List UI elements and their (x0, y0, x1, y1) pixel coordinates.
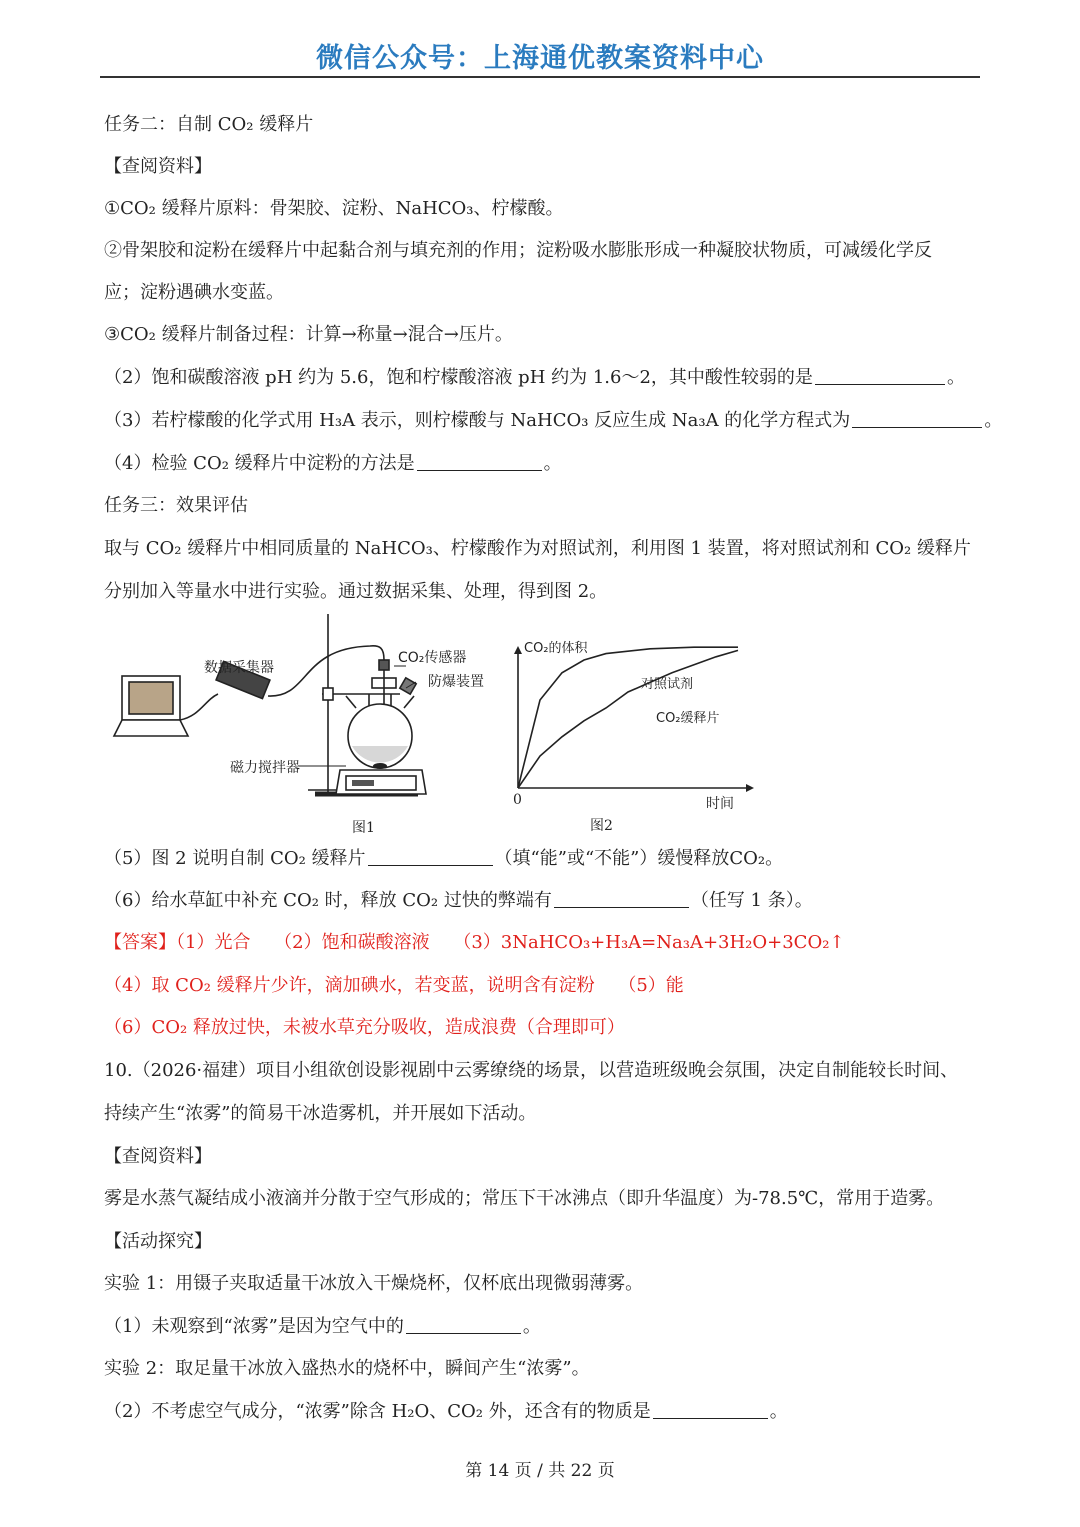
text-line (104, 1102, 984, 1126)
line-text: （2）不考虑空气成分，“浓雾”除含 H₂O、CO₂ 外，还含有的物质是 (104, 1401, 651, 1422)
text-line (104, 113, 984, 137)
answer-blank[interactable] (815, 366, 945, 385)
text-line (104, 847, 984, 871)
text-line (104, 1187, 984, 1211)
line-text: 10.（2026·福建）项目小组欲创设影视剧中云雾缭绕的场景，以营造班级晚会氛围，决定自制能较长时间、 (104, 1060, 959, 1081)
y-axis-arrow (514, 646, 522, 654)
answer-blank[interactable] (554, 889, 689, 908)
line-text: ②骨架胶和淀粉在缓释片中起黏合剂与填充剂的作用；淀粉吸水膨胀形成一种凝胶状物质，可减缓化学反 (104, 240, 932, 261)
label-magnetic-stirrer: 磁力搅拌器 (230, 760, 300, 776)
page-footer: 第 14 页 / 共 22 页 (465, 1461, 615, 1481)
figure-2-chart (513, 640, 754, 812)
line-text: 雾是水蒸气凝结成小液滴并分散于空气形成的；常压下干冰沸点（即升华温度）为-78.5℃，常用于造雾。 (104, 1188, 945, 1209)
text-line (104, 1016, 984, 1040)
header-divider (100, 76, 980, 78)
y-axis-label: CO₂的体积 (524, 641, 588, 656)
text-line (104, 155, 984, 179)
line-text: （1）未观察到“浓雾”是因为空气中的 (104, 1316, 404, 1337)
answer-blank[interactable] (406, 1315, 521, 1334)
text-line (104, 1145, 984, 1169)
text-line (104, 1272, 984, 1296)
line-text: （3）若柠檬酸的化学式用 H₃A 表示，则柠檬酸与 NaHCO₃ 反应生成 Na₃A 的化学方程式为 (104, 410, 851, 431)
answer-blank[interactable] (852, 409, 982, 428)
experiment-figures (100, 608, 780, 848)
answer-blank[interactable] (417, 452, 542, 471)
text-line (104, 452, 984, 476)
line-text: 实验 2：取足量干冰放入盛热水的烧杯中，瞬间产生“浓雾”。 (104, 1358, 590, 1379)
line-text: （4）检验 CO₂ 缓释片中淀粉的方法是 (104, 453, 415, 474)
line-text: ①CO₂ 缓释片原料：骨架胶、淀粉、NaHCO₃、柠檬酸。 (104, 198, 564, 219)
line-text: （4）取 CO₂ 缓释片少许，滴加碘水，若变蓝，说明含有淀粉 （5）能 (104, 975, 684, 996)
text-line (104, 409, 1003, 433)
text-line (104, 889, 984, 913)
answer-blank[interactable] (653, 1400, 768, 1419)
x-axis-label: 时间 (706, 796, 734, 812)
line-tail: 。 (522, 1316, 541, 1337)
text-line (104, 494, 984, 518)
x-axis-arrow (746, 784, 754, 792)
line-text: ③CO₂ 缓释片制备过程：计算→称量→混合→压片。 (104, 324, 513, 345)
text-line (104, 1230, 984, 1254)
label-anti-explosion: 防爆装置 (428, 674, 484, 690)
text-line (104, 974, 984, 998)
text-line (104, 1059, 984, 1083)
text-line (104, 366, 984, 390)
header-title: 微信公众号：上海通优教案资料中心 (316, 43, 764, 74)
line-text: （5）图 2 说明自制 CO₂ 缓释片 (104, 848, 366, 869)
line-text: （6）CO₂ 释放过快，未被水草充分吸收，造成浪费（合理即可） (104, 1017, 625, 1038)
line-tail: 。 (769, 1401, 788, 1422)
line-tail: （填“能”或“不能”）缓慢释放CO₂。 (494, 848, 784, 869)
text-line (104, 1315, 984, 1339)
figure-1-caption: 图1 (352, 820, 375, 836)
text-line (104, 931, 984, 955)
text-line (104, 281, 984, 305)
line-text: 持续产生“浓雾”的简易干冰造雾机，并开展如下活动。 (104, 1103, 537, 1124)
line-text: （6）给水草缸中补充 CO₂ 时，释放 CO₂ 过快的弊端有 (104, 890, 552, 911)
text-line (104, 239, 984, 263)
line-text: 应；淀粉遇碘水变蓝。 (104, 282, 284, 303)
text-line (104, 1357, 984, 1381)
line-tail: （任写 1 条）。 (690, 890, 813, 911)
line-text: 【查阅资料】 (104, 1146, 212, 1167)
line-tail: 。 (543, 453, 562, 474)
text-line (104, 580, 984, 604)
text-line (104, 537, 984, 561)
text-line (104, 197, 984, 221)
series-label-control: 对照试剂 (641, 677, 694, 692)
label-co2-sensor: CO₂传感器 (398, 650, 467, 666)
line-text: 实验 1：用镊子夹取适量干冰放入干燥烧杯，仅杯底出现微弱薄雾。 (104, 1273, 644, 1294)
answer-blank[interactable] (368, 847, 493, 866)
line-tail: 。 (946, 367, 965, 388)
origin-label: 0 (513, 792, 522, 808)
line-text: 【查阅资料】 (104, 156, 212, 177)
line-text: 【活动探究】 (104, 1231, 212, 1252)
series-label-tablet: CO₂缓释片 (656, 711, 720, 726)
label-data-collector: 数据采集器 (204, 660, 274, 676)
figure-2-caption: 图2 (590, 818, 613, 834)
line-text: 取与 CO₂ 缓释片中相同质量的 NaHCO₃、柠檬酸作为对照试剂，利用图 1 装置，将对照试剂和 CO₂ 缓释片 (104, 538, 971, 559)
text-line (104, 323, 984, 347)
figure-area (100, 608, 780, 848)
line-text: 分别加入等量水中进行实验。通过数据采集、处理，得到图 2。 (104, 581, 608, 602)
line-text: （2）饱和碳酸溶液 pH 约为 5.6，饱和柠檬酸溶液 pH 约为 1.6～2，其中酸性较弱的是 (104, 367, 813, 388)
text-line (104, 1400, 984, 1424)
line-text: 【答案】（1）光合 （2）饱和碳酸溶液 （3）3NaHCO₃+H₃A=Na₃A+3H₂O+3CO₂↑ (104, 932, 845, 953)
line-tail: 。 (984, 410, 1003, 431)
line-text: 任务二：自制 CO₂ 缓释片 (104, 114, 314, 135)
line-text: 任务三：效果评估 (104, 495, 248, 516)
